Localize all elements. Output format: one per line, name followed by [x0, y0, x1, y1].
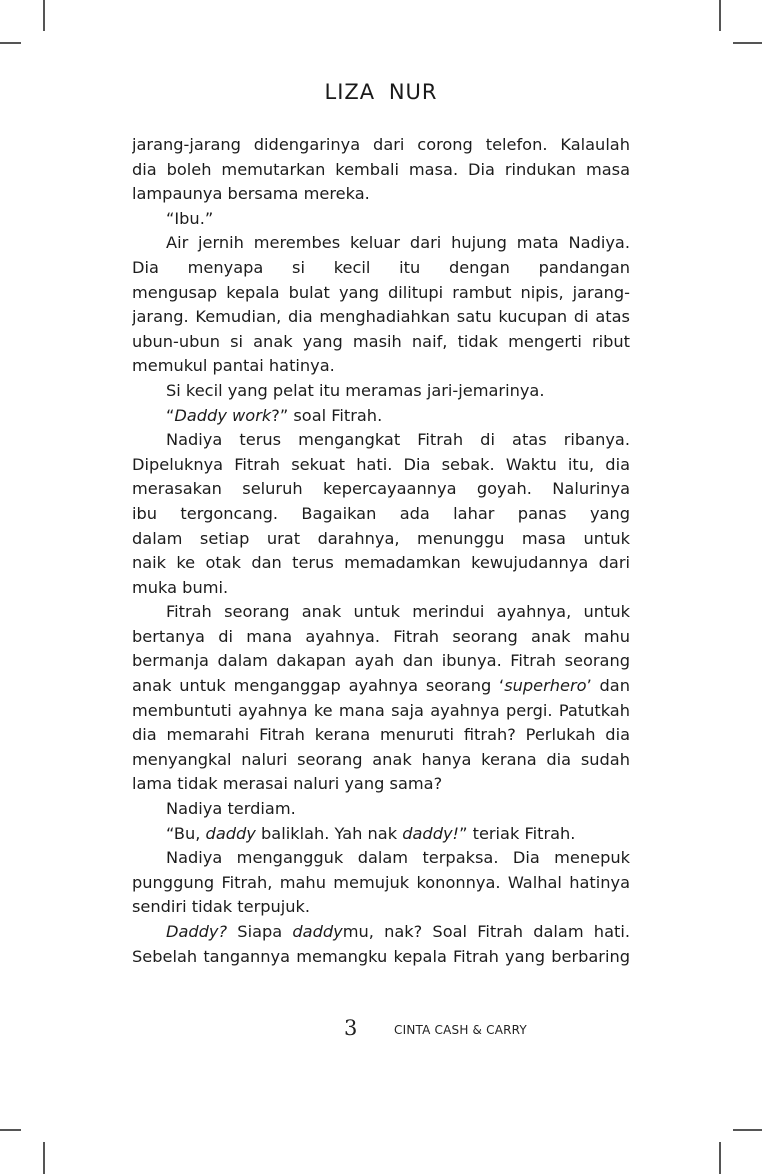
- text-line: Dia menyapa si kecil itu dengan pandangan: [132, 257, 630, 277]
- italic-text: daddy: [292, 922, 343, 941]
- text-line: ubun-ubun si anak yang masih naif, tidak mengerti ribut: [132, 331, 630, 351]
- text-run: mu, nak? Soal Fitrah dalam hati.: [342, 922, 630, 941]
- text-line: ibu tergoncang. Bagaikan ada lahar panas yang: [132, 503, 630, 523]
- text-run: anak untuk menganggap ayahnya seorang ‘: [132, 676, 505, 696]
- text-line: [132, 920, 630, 945]
- text-run: ?” soal Fitrah.: [271, 405, 383, 425]
- italic-text: superhero: [504, 676, 587, 696]
- text-line: Fitrah seorang anak untuk merindui ayahnya, untuk: [166, 602, 630, 622]
- text-line: dalam setiap urat darahnya, menunggu masa untuk: [132, 528, 630, 548]
- text-line: [132, 822, 630, 847]
- italic-text: Daddy?: [166, 922, 228, 941]
- text-run: Siapa: [227, 922, 293, 941]
- text-run: “: [166, 405, 175, 425]
- crop-mark-bottom-right-horizontal: [733, 1129, 762, 1131]
- text-line: Si kecil yang pelat itu meramas jari-jemarinya.: [166, 380, 545, 400]
- text-line: merasakan seluruh kepercayaannya goyah. Nalurinya: [132, 479, 630, 499]
- text-run: baliklah. Yah nak: [255, 823, 403, 843]
- text-line: [132, 674, 630, 699]
- text-line: muka bumi.: [132, 577, 229, 597]
- text-line: Nadiya terus mengangkat Fitrah di atas ribanya.: [166, 430, 630, 450]
- crop-mark-top-right-vertical: [719, 0, 721, 31]
- book-title: CINTA CASH & CARRY: [394, 1023, 527, 1037]
- crop-mark-top-right-horizontal: [733, 42, 762, 44]
- crop-mark-top-left-horizontal: [0, 42, 21, 44]
- crop-mark-bottom-right-vertical: [719, 1142, 721, 1174]
- text-line: lama tidak merasai naluri yang sama?: [132, 774, 443, 794]
- text-line: Dipeluknya Fitrah sekuat hati. Dia sebak. Waktu itu, dia: [132, 454, 630, 474]
- text-run: ’ dan: [586, 676, 630, 696]
- text-run: “Bu,: [166, 823, 206, 843]
- crop-mark-bottom-left-vertical: [43, 1142, 45, 1174]
- running-header-author: LIZA NUR: [324, 80, 438, 104]
- italic-text: daddy: [205, 823, 256, 843]
- crop-mark-bottom-left-horizontal: [0, 1129, 21, 1131]
- text-line: Air jernih merembes keluar dari hujung mata Nadiya.: [166, 233, 630, 253]
- text-line: sendiri tidak terpujuk.: [132, 897, 311, 917]
- text-line: dia memarahi Fitrah kerana menuruti fitrah? Perlukah dia: [132, 725, 630, 745]
- text-run: ” teriak Fitrah.: [459, 823, 576, 843]
- text-line: memukul pantai hatinya.: [132, 356, 335, 376]
- italic-text: Daddy work: [174, 405, 272, 425]
- text-line: menyangkal naluri seorang anak hanya kerana dia sudah: [132, 749, 630, 769]
- text-line: Nadiya terdiam.: [166, 799, 296, 819]
- text-line: [132, 404, 630, 429]
- text-line: naik ke otak dan terus memadamkan kewujudannya dari: [132, 553, 630, 573]
- text-line: mengusap kepala bulat yang dilitupi rambut nipis, jarang-: [132, 282, 630, 302]
- italic-text: daddy!: [402, 823, 460, 843]
- text-line: Nadiya mengangguk dalam terpaksa. Dia menepuk: [166, 848, 630, 868]
- page-number: 3: [344, 1016, 358, 1040]
- text-line: bertanya di mana ayahnya. Fitrah seorang anak mahu: [132, 626, 630, 646]
- text-line: lampaunya bersama mereka.: [132, 184, 370, 204]
- text-line: jarang-jarang didengarinya dari corong telefon. Kalaulah: [132, 135, 630, 154]
- text-line: punggung Fitrah, mahu memujuk kononnya. Walhal hatinya: [132, 872, 630, 892]
- crop-mark-top-left-vertical: [43, 0, 45, 31]
- text-line: membuntuti ayahnya ke mana saja ayahnya pergi. Patutkah: [132, 700, 630, 720]
- body-text: [132, 133, 630, 969]
- text-line: dia boleh memutarkan kembali masa. Dia rindukan masa: [132, 159, 630, 179]
- text-line: jarang. Kemudian, dia menghadiahkan satu kucupan di atas: [132, 307, 630, 327]
- text-line: “Ibu.”: [166, 208, 214, 228]
- text-line: Sebelah tangannya memangku kepala Fitrah yang berbaring: [132, 946, 630, 966]
- text-line: bermanja dalam dakapan ayah dan ibunya. Fitrah seorang: [132, 651, 630, 671]
